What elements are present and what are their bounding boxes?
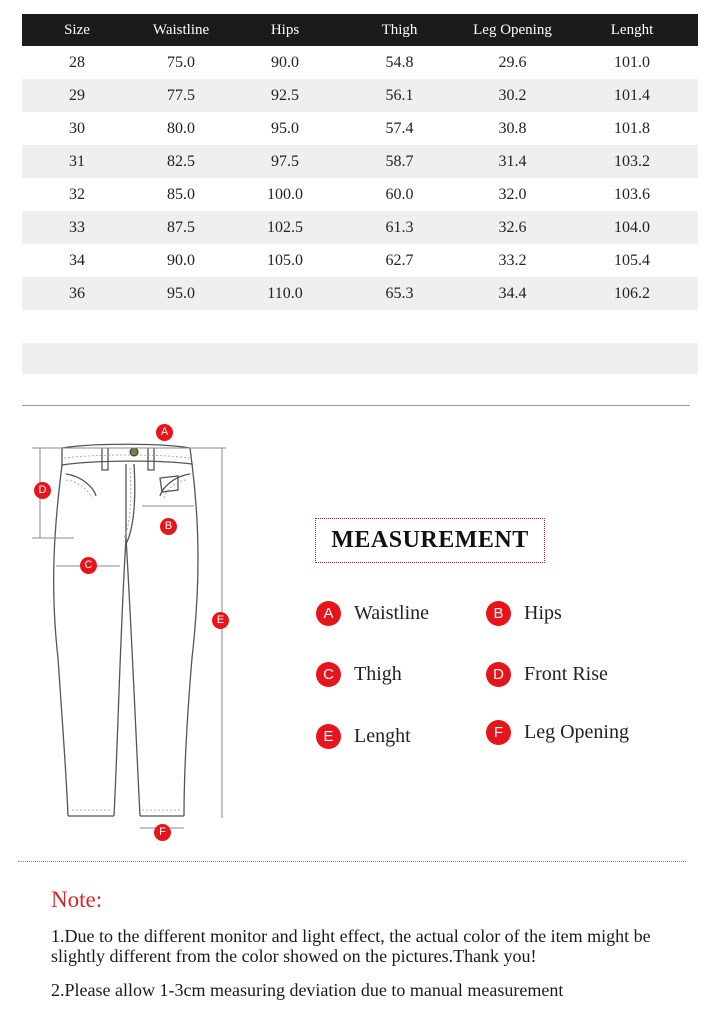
legend-badge-d: D — [486, 662, 511, 687]
marker-b-hips: B — [160, 518, 177, 535]
table-row — [22, 46, 698, 79]
cell-length: 105.4 — [614, 251, 650, 269]
cell-size: 30 — [69, 119, 85, 137]
cell-leg-opening: 31.4 — [498, 152, 527, 170]
legend-badge-b: B — [486, 601, 511, 626]
cell-thigh: 61.3 — [385, 218, 414, 236]
cell-waistline: 87.5 — [167, 218, 195, 236]
cell-hips: 102.5 — [267, 218, 303, 236]
cell-length: 106.2 — [614, 284, 650, 302]
note-line-2: 2.Please allow 1-3cm measuring deviation due to manual measurement — [51, 980, 564, 1000]
cell-length: 101.0 — [614, 53, 650, 71]
cell-hips: 105.0 — [267, 251, 303, 269]
cell-hips: 110.0 — [267, 284, 303, 302]
cell-hips: 90.0 — [271, 53, 299, 71]
cell-thigh: 60.0 — [385, 185, 414, 203]
cell-size: 32 — [69, 185, 85, 203]
table-row — [22, 178, 698, 211]
legend-item-hips — [486, 601, 562, 626]
cell-waistline: 82.5 — [167, 152, 195, 170]
cell-size: 33 — [69, 218, 85, 236]
cell-thigh: 58.7 — [385, 152, 414, 170]
legend-label-waistline: Waistline — [354, 602, 430, 624]
table-row — [22, 79, 698, 112]
cell-leg-opening: 29.6 — [498, 53, 527, 71]
header-thigh: Thigh — [381, 21, 418, 38]
cell-thigh: 65.3 — [385, 284, 414, 302]
cell-length: 101.4 — [614, 86, 650, 104]
marker-d-front-rise: D — [34, 482, 51, 499]
legend-badge-c: C — [316, 662, 341, 687]
cell-hips: 95.0 — [271, 119, 299, 137]
cell-thigh: 56.1 — [385, 86, 414, 104]
legend-item-thigh — [316, 662, 402, 687]
legend-label-thigh: Thigh — [354, 663, 402, 685]
size-chart-table — [22, 14, 698, 310]
cell-size: 36 — [69, 284, 85, 302]
cell-waistline: 90.0 — [167, 251, 195, 269]
cell-length: 101.8 — [614, 119, 650, 137]
legend-label-hips: Hips — [524, 602, 562, 624]
cell-length: 103.2 — [614, 152, 650, 170]
cell-hips: 92.5 — [271, 86, 299, 104]
empty-table-band — [22, 343, 698, 374]
measurement-title-box — [315, 518, 545, 563]
cell-waistline: 75.0 — [167, 53, 195, 71]
cell-leg-opening: 33.2 — [498, 251, 527, 269]
cell-hips: 100.0 — [267, 185, 303, 203]
legend-item-front-rise — [486, 662, 608, 687]
marker-f-leg-opening: F — [154, 824, 171, 841]
marker-a-waistline: A — [156, 424, 173, 441]
cell-hips: 97.5 — [271, 152, 299, 170]
legend-item-leg-opening — [486, 720, 629, 745]
legend-badge-f: F — [486, 720, 511, 745]
cell-length: 104.0 — [614, 218, 650, 236]
pants-outline-illustration — [22, 418, 242, 848]
marker-e-length: E — [212, 612, 229, 629]
cell-length: 103.6 — [614, 185, 650, 203]
cell-size: 31 — [69, 152, 85, 170]
measurement-title: MEASUREMENT — [331, 527, 529, 553]
cell-waistline: 80.0 — [167, 119, 195, 137]
pants-measurement-diagram — [22, 418, 242, 848]
cell-leg-opening: 34.4 — [498, 284, 527, 302]
table-row — [22, 277, 698, 310]
legend-item-length — [316, 724, 411, 749]
cell-leg-opening: 32.0 — [498, 185, 527, 203]
header-hips: Hips — [270, 21, 300, 38]
legend-badge-a: A — [316, 601, 341, 626]
cell-size: 29 — [69, 86, 85, 104]
header-size: Size — [64, 21, 90, 38]
cell-thigh: 62.7 — [385, 251, 414, 269]
dotted-divider — [18, 861, 686, 862]
legend-badge-e: E — [316, 724, 341, 749]
cell-thigh: 54.8 — [385, 53, 414, 71]
legend-label-length: Lenght — [354, 725, 411, 747]
table-header-row — [22, 14, 698, 46]
legend-item-waistline — [316, 601, 429, 626]
cell-size: 28 — [69, 53, 85, 71]
header-length: Lenght — [610, 21, 654, 38]
note-title: Note: — [51, 887, 103, 912]
cell-leg-opening: 30.2 — [498, 86, 527, 104]
cell-waistline: 77.5 — [167, 86, 195, 104]
section-divider — [22, 405, 690, 406]
marker-c-thigh: C — [80, 557, 97, 574]
table-row — [22, 211, 698, 244]
header-waistline: Waistline — [152, 21, 210, 38]
cell-leg-opening: 30.8 — [498, 119, 527, 137]
cell-size: 34 — [69, 251, 85, 269]
cell-thigh: 57.4 — [385, 119, 414, 137]
cell-leg-opening: 32.6 — [498, 218, 527, 236]
table-row — [22, 112, 698, 145]
cell-waistline: 85.0 — [167, 185, 195, 203]
legend-label-front-rise: Front Rise — [524, 663, 608, 685]
table-row — [22, 145, 698, 178]
table-row — [22, 244, 698, 277]
note-line-1: 1.Due to the different monitor and light effect, the actual color of the item might be slightly different from the color showed on the pictures.Thank you! — [51, 926, 651, 966]
header-leg-opening: Leg Opening — [473, 21, 552, 38]
cell-waistline: 95.0 — [167, 284, 195, 302]
legend-label-leg-opening: Leg Opening — [524, 721, 629, 743]
